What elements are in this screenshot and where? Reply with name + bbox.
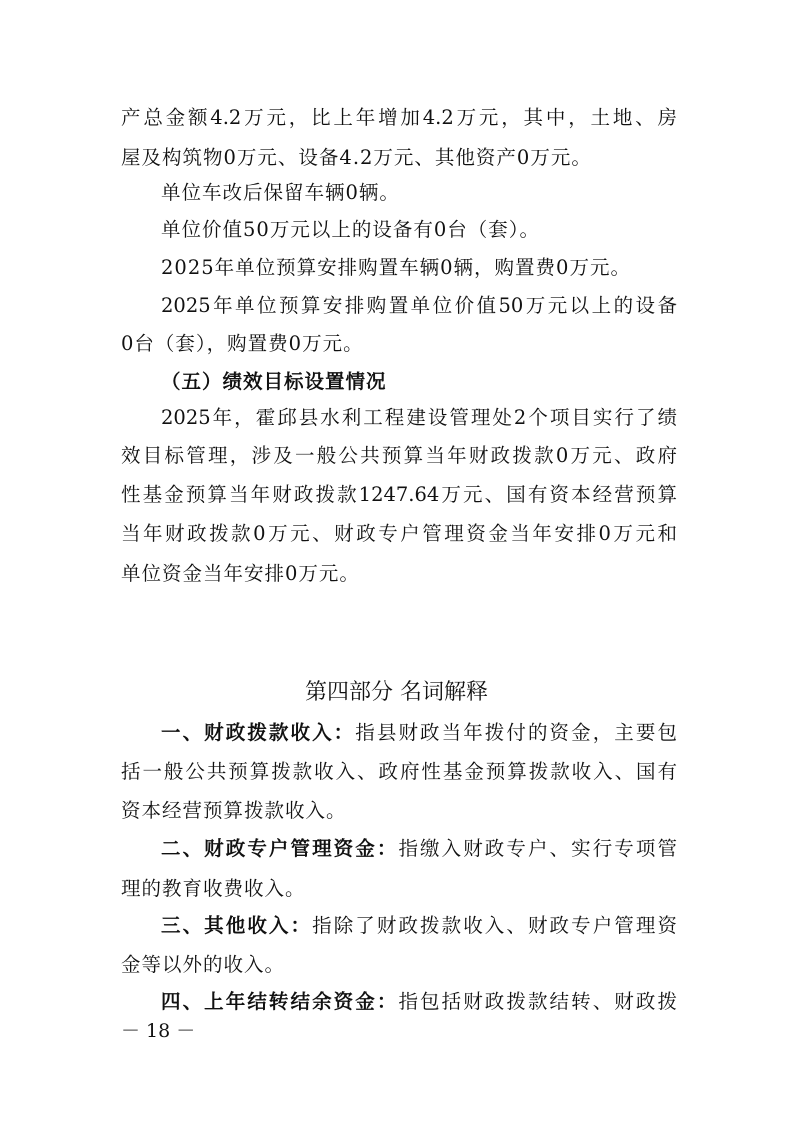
section-heading: （五）绩效目标设置情况 [161,370,387,393]
paragraph-line: 效目标管理，涉及一般公共预算当年财政拨款0万元、政府 [121,444,677,467]
paragraph-line: 当年财政拨款0万元、财政专户管理资金当年安排0万元和 [121,522,677,545]
term-label: 四、上年结转结余资金： [161,990,399,1013]
term-definition: 指除了财政拨款收入、财政专户管理资 [312,914,677,937]
part-title: 第四部分 名词解释 [305,680,488,705]
term-line [161,986,677,1018]
term-label: 三、其他收入： [161,914,313,937]
paragraph-line: 括一般公共预算拨款收入、政府性基金预算拨款收入、国有 [121,760,677,783]
term-definition: 指包括财政拨款结转、财政拨 [398,990,677,1013]
term-definition: 指缴入财政专户、实行专项管 [398,837,677,860]
term-line [161,833,677,865]
paragraph-line: 金等以外的收入。 [121,953,286,976]
paragraph-line: 理的教育收费收入。 [121,877,306,900]
paragraph-line: 单位资金当年安排0万元。 [121,562,360,585]
paragraph-line: 产总金额4.2万元，比上年增加4.2万元，其中，土地、房 [121,106,677,129]
term-label: 二、财政专户管理资金： [161,837,399,860]
term-definition: 指县财政当年拨付的资金，主要包 [355,721,677,744]
paragraph-line: 0台（套），购置费0万元。 [121,332,364,355]
paragraph-line: 2025年，霍邱县水利工程建设管理处2个项目实行了绩 [161,406,677,429]
paragraph-line: 2025年单位预算安排购置单位价值50万元以上的设备 [161,294,677,317]
page-number: － 18 － [121,1020,196,1042]
paragraph-line: 2025年单位预算安排购置车辆0辆，购置费0万元。 [161,256,631,279]
paragraph-line: 性基金预算当年财政拨款1247.64万元、国有资本经营预算 [121,483,677,506]
paragraph-line: 单位车改后保留车辆0辆。 [161,181,400,204]
paragraph-line: 资本经营预算拨款收入。 [121,799,347,822]
term-line [161,910,677,942]
term-line [161,717,677,749]
paragraph-line: 屋及构筑物0万元、设备4.2万元、其他资产0万元。 [121,146,592,169]
term-label: 一、财政拨款收入： [161,721,356,744]
paragraph-line: 单位价值50万元以上的设备有0台（套）。 [161,218,540,241]
